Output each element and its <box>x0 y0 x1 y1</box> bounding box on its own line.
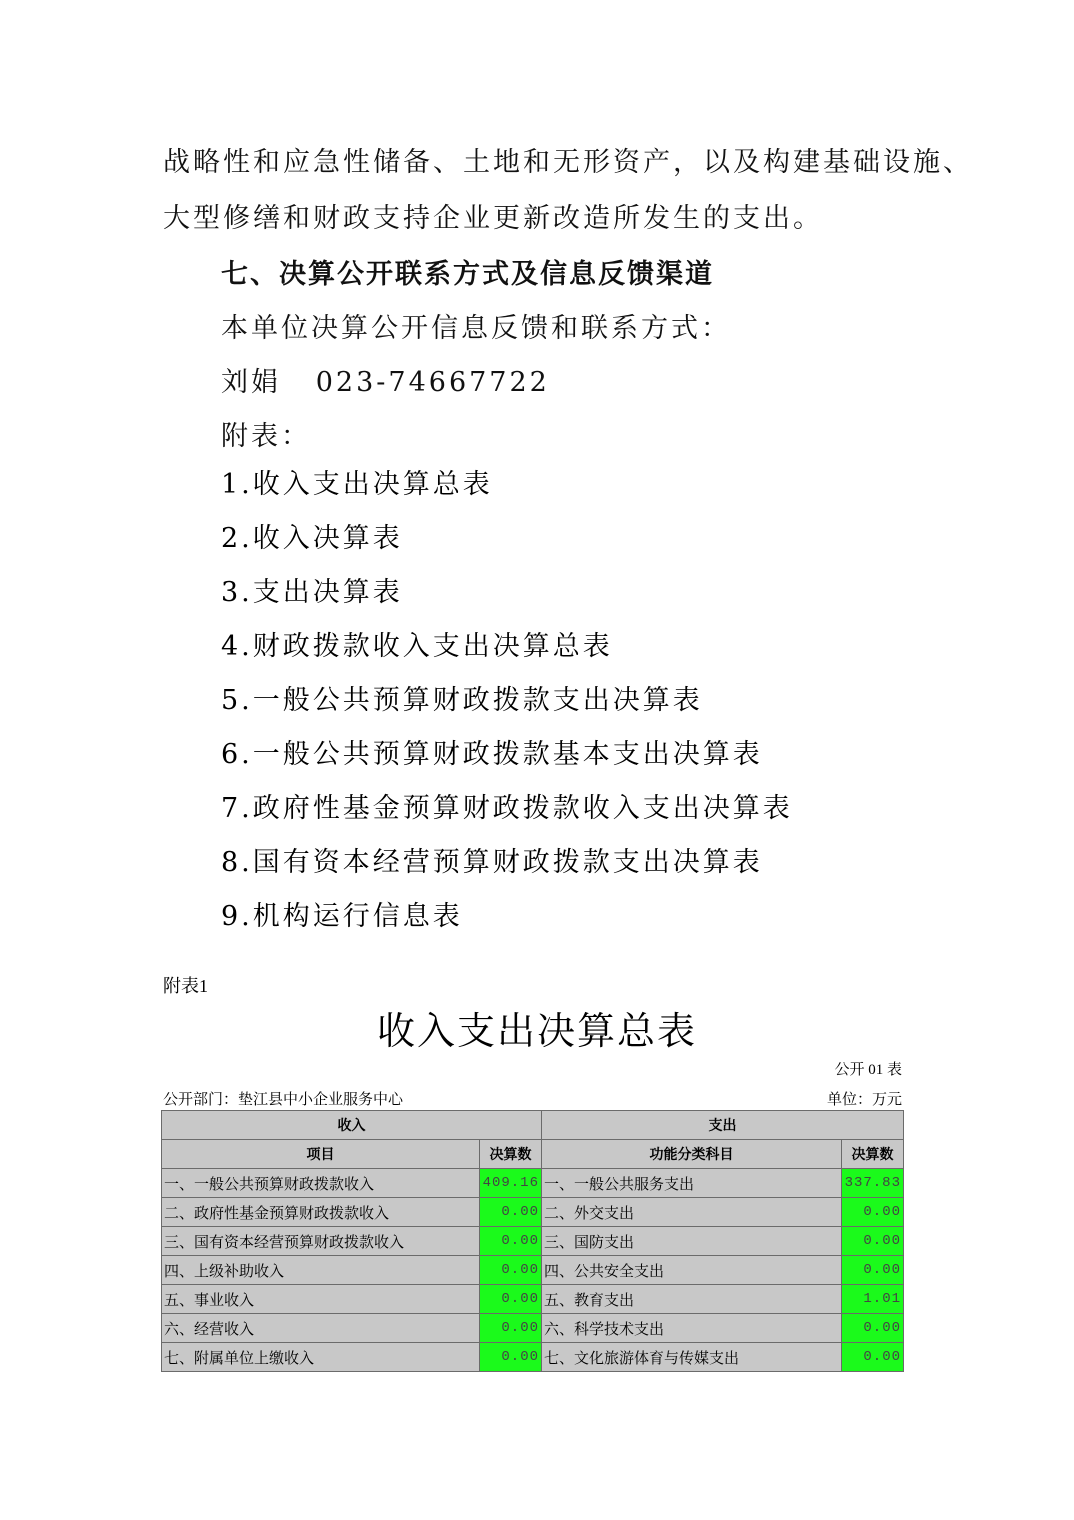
table-row <box>162 1227 904 1256</box>
column-header-amount: 决算数 <box>842 1140 904 1169</box>
attachment-list <box>221 468 793 954</box>
expense-amount: 0.00 <box>842 1343 904 1372</box>
expense-item: 五、教育支出 <box>542 1285 842 1314</box>
table-row <box>162 1343 904 1372</box>
expense-item: 四、公共安全支出 <box>542 1256 842 1285</box>
table-row <box>162 1169 904 1198</box>
table-header-row <box>162 1111 904 1140</box>
attachment-item: 4.财政拨款收入支出决算总表 <box>221 631 613 662</box>
income-item: 四、上级补助收入 <box>162 1256 480 1285</box>
expense-item: 三、国防支出 <box>542 1227 842 1256</box>
income-amount: 0.00 <box>480 1227 542 1256</box>
expense-amount: 0.00 <box>842 1198 904 1227</box>
form-number: 公开 01 表 <box>834 1062 902 1078</box>
income-item: 三、国有资本经营预算财政拨款收入 <box>162 1227 480 1256</box>
attachment-item: 7.政府性基金预算财政拨款收入支出决算表 <box>221 793 793 824</box>
income-amount: 0.00 <box>480 1256 542 1285</box>
table-row <box>162 1256 904 1285</box>
expense-header: 支出 <box>542 1111 904 1140</box>
attachment-item: 9.机构运行信息表 <box>221 901 463 932</box>
income-header: 收入 <box>162 1111 542 1140</box>
column-header-function: 功能分类科目 <box>542 1140 842 1169</box>
table-row <box>162 1285 904 1314</box>
attachment-item: 5.一般公共预算财政拨款支出决算表 <box>221 685 703 716</box>
paragraph-line-2: 大型修缮和财政支持企业更新改造所发生的支出。 <box>163 203 823 234</box>
income-amount: 0.00 <box>480 1314 542 1343</box>
income-amount: 0.00 <box>480 1198 542 1227</box>
income-amount: 0.00 <box>480 1285 542 1314</box>
income-item: 七、附属单位上缴收入 <box>162 1343 480 1372</box>
column-header-amount: 决算数 <box>480 1140 542 1169</box>
expense-amount: 337.83 <box>842 1169 904 1198</box>
attachment-item: 8.国有资本经营预算财政拨款支出决算表 <box>221 847 763 878</box>
attachments-label: 附表： <box>221 421 311 452</box>
department-label: 公开部门：垫江县中小企业服务中心 <box>163 1092 404 1108</box>
contact-intro: 本单位决算公开信息反馈和联系方式： <box>221 313 731 344</box>
expense-amount: 1.01 <box>842 1285 904 1314</box>
paragraph-line-1: 战略性和应急性储备、土地和无形资产，以及构建基础设施、 <box>163 147 973 178</box>
table-row <box>162 1198 904 1227</box>
income-item: 一、一般公共预算财政拨款收入 <box>162 1169 480 1198</box>
appendix-label: 附表1 <box>163 976 208 996</box>
contact-info: 刘娟 023-74667722 <box>221 367 550 398</box>
expense-item: 二、外交支出 <box>542 1198 842 1227</box>
expense-amount: 0.00 <box>842 1314 904 1343</box>
expense-amount: 0.00 <box>842 1227 904 1256</box>
expense-item: 七、文化旅游体育与传媒支出 <box>542 1343 842 1372</box>
attachment-item: 2.收入决算表 <box>221 523 403 554</box>
unit-label: 单位：万元 <box>826 1092 902 1108</box>
income-item: 二、政府性基金预算财政拨款收入 <box>162 1198 480 1227</box>
section-heading: 七、决算公开联系方式及信息反馈渠道 <box>221 259 714 290</box>
expense-item: 一、一般公共服务支出 <box>542 1169 842 1198</box>
income-amount: 409.16 <box>480 1169 542 1198</box>
table-title: 收入支出决算总表 <box>376 1009 697 1053</box>
column-header-item: 项目 <box>162 1140 480 1169</box>
table-subheader-row <box>162 1140 904 1169</box>
income-item: 五、事业收入 <box>162 1285 480 1314</box>
income-expense-table <box>161 1110 904 1372</box>
income-item: 六、经营收入 <box>162 1314 480 1343</box>
attachment-item: 1.收入支出决算总表 <box>221 469 493 500</box>
expense-amount: 0.00 <box>842 1256 904 1285</box>
attachment-item: 3.支出决算表 <box>221 577 403 608</box>
attachment-item: 6.一般公共预算财政拨款基本支出决算表 <box>221 739 763 770</box>
income-amount: 0.00 <box>480 1343 542 1372</box>
table-row <box>162 1314 904 1343</box>
expense-item: 六、科学技术支出 <box>542 1314 842 1343</box>
